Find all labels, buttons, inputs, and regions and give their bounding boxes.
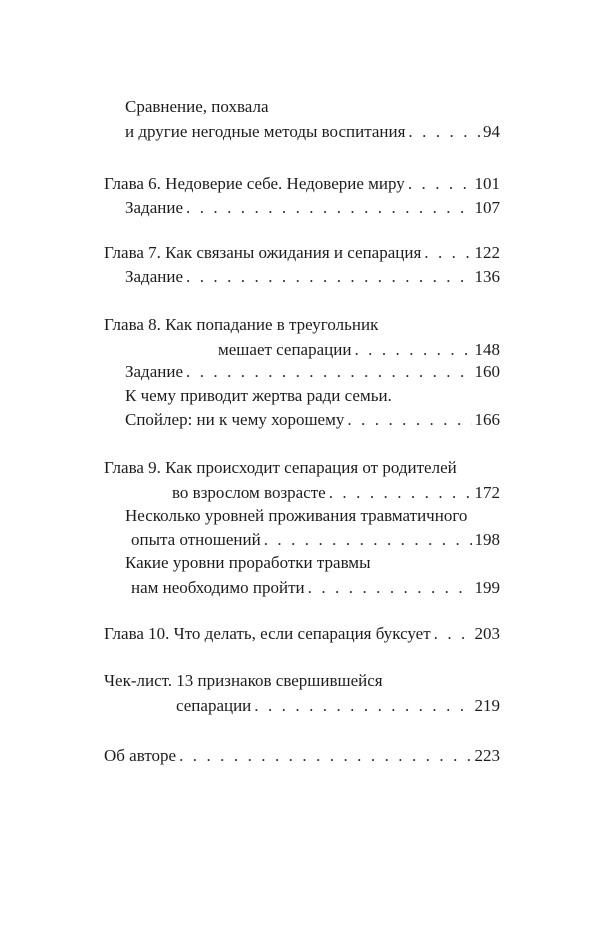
- toc-entry[interactable]: [104, 744, 500, 768]
- toc-entry-title: и другие негодные методы воспитания: [125, 122, 406, 141]
- toc-page-number: 94: [483, 122, 500, 141]
- toc-entry-title: Об авторе: [104, 746, 177, 765]
- toc-entry[interactable]: [104, 622, 500, 646]
- toc-entry[interactable]: [131, 576, 500, 600]
- toc-page-number: 166: [474, 410, 500, 429]
- toc-entry[interactable]: [104, 241, 500, 265]
- toc-page-number: 198: [474, 530, 500, 549]
- toc-page-number: 107: [474, 198, 500, 217]
- toc-entry-title: Глава 10. Что делать, если сепарация буксует: [104, 624, 431, 643]
- dot-leader: [264, 528, 472, 552]
- dot-leader: [408, 120, 480, 144]
- toc-page-number: 101: [474, 174, 500, 193]
- toc-entry[interactable]: [125, 408, 500, 432]
- toc-page-number: 172: [474, 483, 500, 502]
- toc-page-number: 199: [474, 578, 500, 597]
- toc-entry[interactable]: [125, 360, 500, 384]
- toc-page-number: 223: [474, 746, 500, 765]
- toc-entry-line: [0, 456, 600, 480]
- toc-entry[interactable]: [176, 694, 500, 718]
- dot-leader: [329, 481, 472, 505]
- dot-leader: [254, 694, 471, 718]
- toc-page-number: 148: [474, 340, 500, 359]
- toc-page-number: 203: [474, 624, 500, 643]
- toc-entry-title: Чек-лист. 13 признаков свершившейся: [104, 671, 383, 690]
- toc-entry-line: [0, 551, 600, 575]
- toc-entry-title: Спойлер: ни к чему хорошему: [125, 410, 345, 429]
- toc-entry-title: Задание: [125, 362, 183, 381]
- dot-leader: [308, 576, 472, 600]
- toc-entry[interactable]: [172, 481, 500, 505]
- toc-entry-title: нам необходимо пройти: [131, 578, 305, 597]
- toc-entry[interactable]: [125, 265, 500, 289]
- toc-page-number: 219: [474, 696, 500, 715]
- dot-leader: [408, 172, 472, 196]
- toc-entry-title: Несколько уровней проживания травматичного: [125, 506, 468, 525]
- toc-page-number: 160: [474, 362, 500, 381]
- toc-entry-title: сепарации: [176, 696, 252, 715]
- toc-entry-title: во взрослом возрасте: [172, 483, 326, 502]
- dot-leader: [186, 360, 472, 384]
- toc-entry-line: [0, 669, 600, 693]
- toc-entry-title: Сравнение, похвала: [125, 97, 269, 116]
- dot-leader: [186, 265, 472, 289]
- toc-entry-line: [0, 384, 600, 408]
- toc-entry-title: мешает сепарации: [218, 340, 352, 359]
- dot-leader: [179, 744, 471, 768]
- toc-entry-title: Глава 9. Как происходит сепарация от родителей: [104, 458, 457, 477]
- toc-entry[interactable]: [125, 196, 500, 220]
- toc-entry-line: [0, 313, 600, 337]
- toc-entry[interactable]: [104, 172, 500, 196]
- toc-entry[interactable]: [218, 338, 500, 362]
- toc-page-number: 136: [474, 267, 500, 286]
- dot-leader: [424, 241, 471, 265]
- toc-entry-title: опыта отношений: [131, 530, 261, 549]
- toc-entry-title: К чему приводит жертва ради семьи.: [125, 386, 392, 405]
- toc-entry-line: [0, 95, 600, 119]
- toc-entry-title: Глава 6. Недоверие себе. Недоверие миру: [104, 174, 405, 193]
- toc-entry-title: Задание: [125, 267, 183, 286]
- dot-leader: [347, 408, 471, 432]
- toc-entry-line: [0, 504, 600, 528]
- dot-leader: [434, 622, 472, 646]
- toc-entry-title: Задание: [125, 198, 183, 217]
- toc-entry[interactable]: [125, 120, 500, 144]
- toc-entry[interactable]: [131, 528, 500, 552]
- dot-leader: [186, 196, 472, 220]
- dot-leader: [354, 338, 471, 362]
- toc-entry-title: Глава 7. Как связаны ожидания и сепарация: [104, 243, 422, 262]
- toc-page-number: 122: [474, 243, 500, 262]
- toc-entry-title: Какие уровни проработки травмы: [125, 553, 371, 572]
- toc-entry-title: Глава 8. Как попадание в треугольник: [104, 315, 379, 334]
